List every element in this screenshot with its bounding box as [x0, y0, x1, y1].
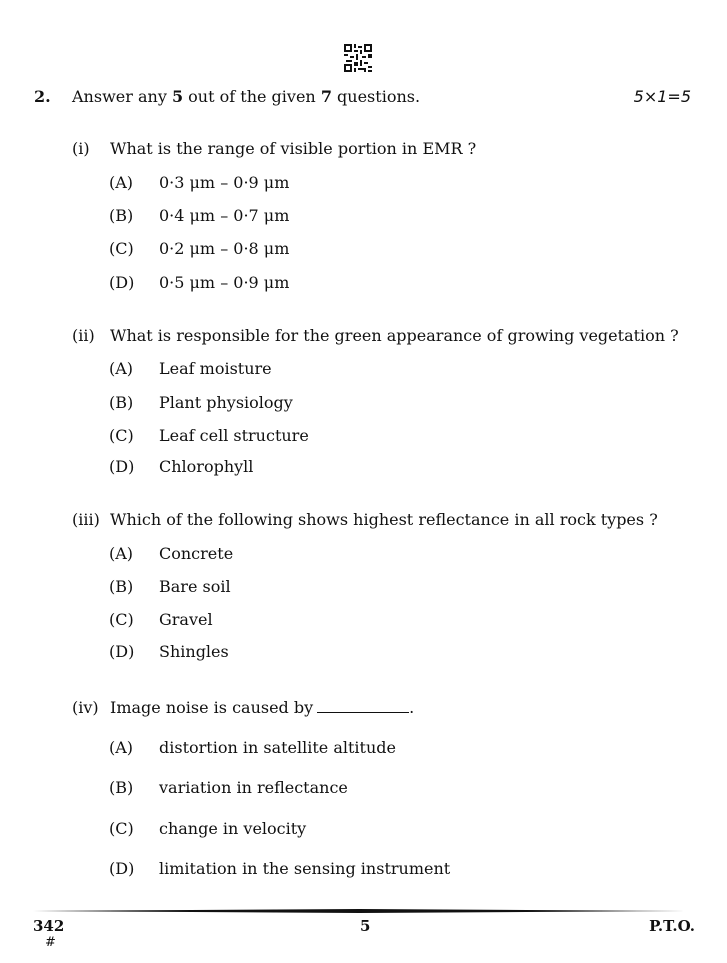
subquestion-label: (iii)	[72, 510, 100, 529]
subquestion-text: What is the range of visible portion in EMR ?	[110, 139, 477, 158]
option-label: (C)	[109, 819, 134, 838]
option-label: (C)	[109, 610, 134, 629]
option-label: (C)	[109, 239, 134, 258]
option-label: (D)	[109, 859, 135, 878]
option-text: change in velocity	[159, 819, 307, 838]
subquestion-text: Image noise is caused by .	[110, 698, 415, 717]
option-text: variation in reflectance	[159, 778, 348, 797]
option-label: (A)	[109, 173, 134, 192]
subquestion-text: What is responsible for the green appearance of growing vegetation ?	[110, 326, 679, 345]
footer-divider	[33, 909, 685, 913]
subquestion-label: (ii)	[72, 326, 95, 345]
option-label: (A)	[109, 359, 134, 378]
subquestion-text: Which of the following shows highest reflectance in all rock types ?	[110, 510, 658, 529]
subquestion-label: (iv)	[72, 698, 99, 717]
paper-code: 342	[33, 917, 65, 935]
option-text: Bare soil	[159, 577, 231, 596]
option-text: Plant physiology	[159, 393, 293, 412]
option-text: Leaf moisture	[159, 359, 272, 378]
option-text: Chlorophyll	[159, 457, 254, 476]
option-text: distortion in satellite altitude	[159, 738, 396, 757]
option-label: (D)	[109, 642, 135, 661]
question-instruction: Answer any 5 out of the given 7 questions.	[72, 87, 421, 106]
option-label: (C)	[109, 426, 134, 445]
option-label: (B)	[109, 393, 134, 412]
option-text: Concrete	[159, 544, 234, 563]
page-number: 5	[360, 917, 371, 935]
option-label: (A)	[109, 738, 134, 757]
any-count: 5	[171, 87, 184, 106]
option-label: (D)	[109, 273, 135, 292]
option-label: (D)	[109, 457, 135, 476]
qr-code-icon	[344, 44, 372, 72]
marks-allocation: 5×1=5	[633, 87, 691, 106]
option-text: 0·2 μm – 0·8 μm	[159, 239, 290, 258]
option-text: Gravel	[159, 610, 213, 629]
option-label: (A)	[109, 544, 134, 563]
question-number: 2.	[34, 87, 51, 106]
option-text: 0·4 μm – 0·7 μm	[159, 206, 290, 225]
answer-blank	[317, 700, 409, 713]
option-text: 0·3 μm – 0·9 μm	[159, 173, 290, 192]
option-text: Leaf cell structure	[159, 426, 309, 445]
total-count: 7	[320, 87, 332, 106]
option-label: (B)	[109, 206, 134, 225]
option-label: (B)	[109, 577, 134, 596]
hash-mark: #	[45, 935, 56, 950]
pto-label: P.T.O.	[649, 917, 695, 935]
option-text: Shingles	[159, 642, 229, 661]
option-text: 0·5 μm – 0·9 μm	[159, 273, 290, 292]
subquestion-label: (i)	[72, 139, 90, 158]
option-text: limitation in the sensing instrument	[159, 859, 451, 878]
option-label: (B)	[109, 778, 134, 797]
